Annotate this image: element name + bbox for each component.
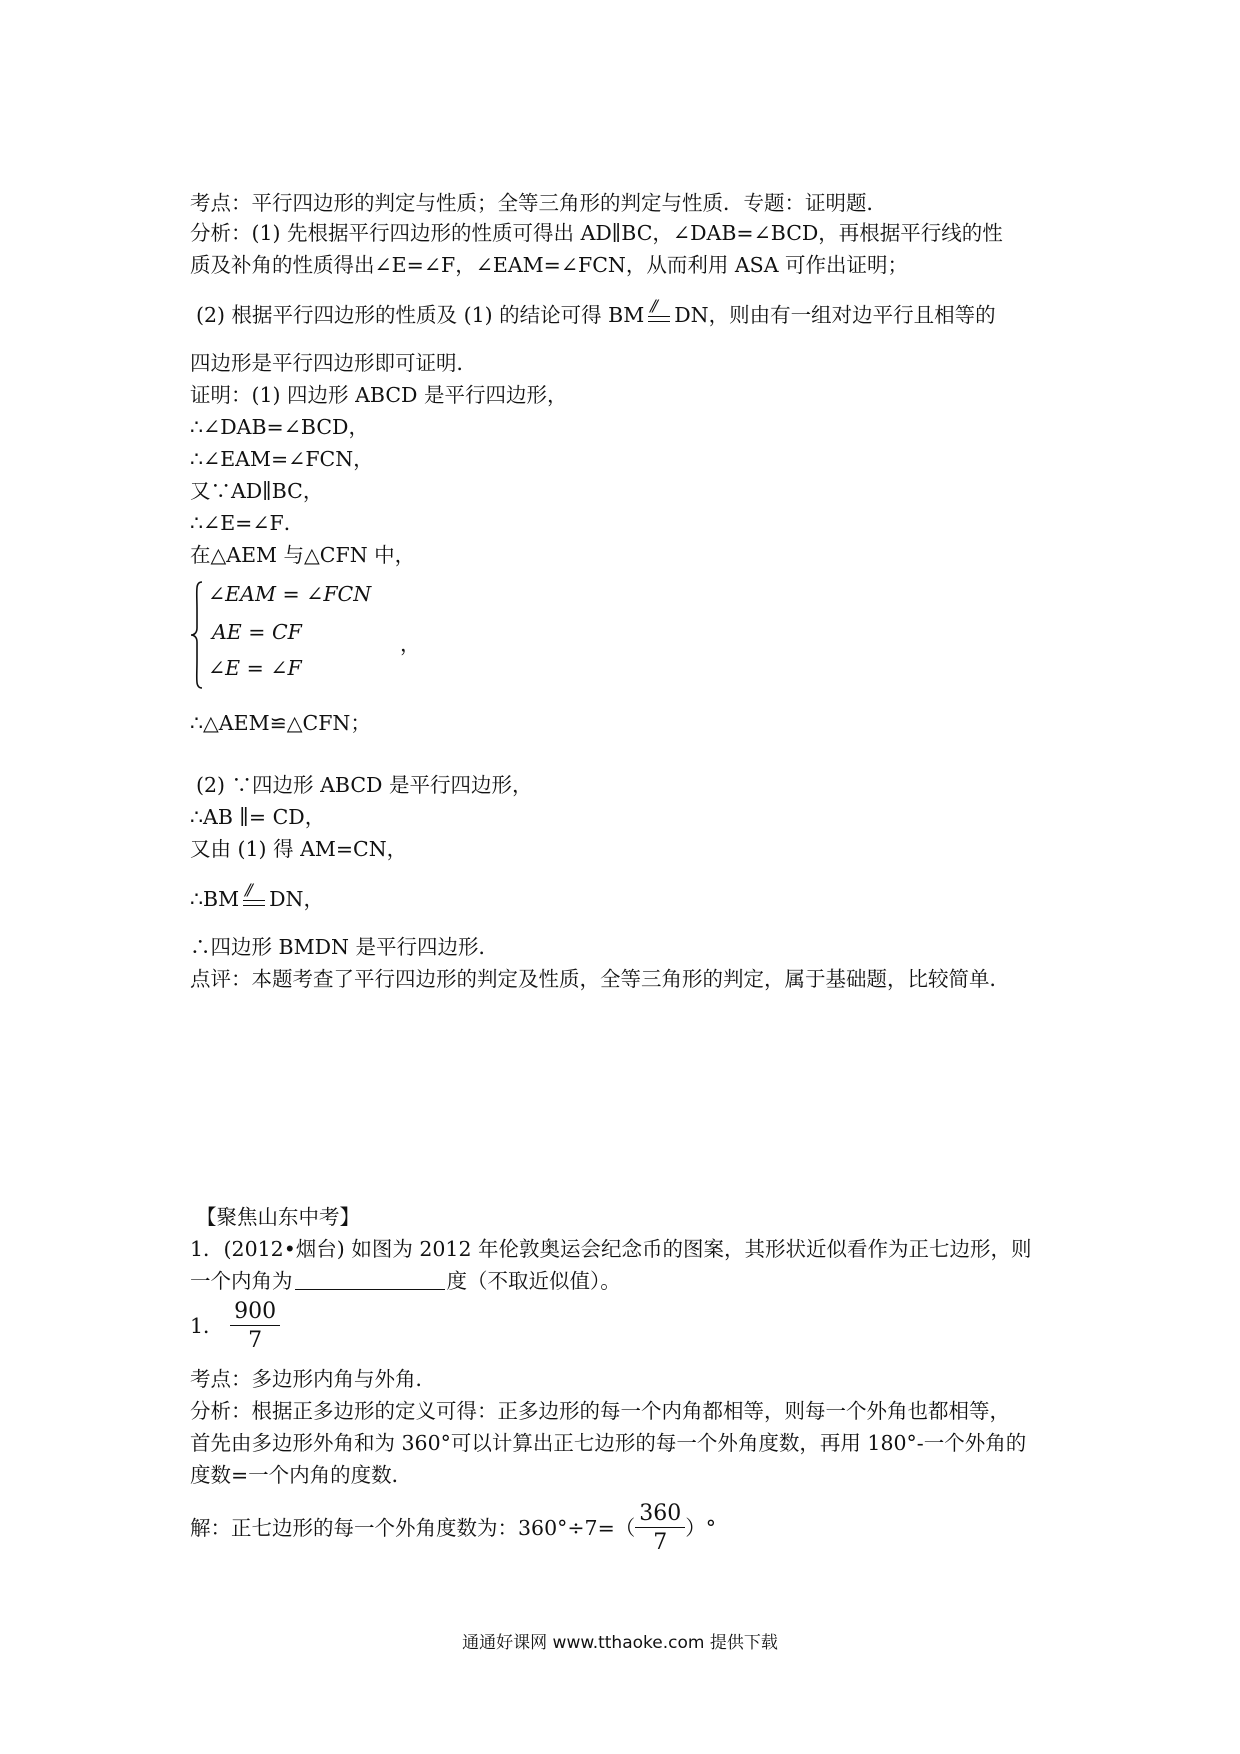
- kaodian2: 考点：多边形内角与外角．: [190, 1367, 436, 1391]
- proof-conclusion: ∴△AEM≌△CFN；: [190, 711, 371, 735]
- section-heading: 【聚焦山东中考】: [196, 1205, 360, 1229]
- analysis-fenxi-line2: 质及补角的性质得出∠E=∠F，∠EAM=∠FCN，从而利用 ASA 可作出证明；: [190, 253, 909, 277]
- analysis-fenxi-line3: (2) 根据平行四边形的性质及 (1) 的结论可得 BM // DN，则由有一组对边平行且相等的: [196, 296, 996, 327]
- proof-line6: 在△AEM 与△CFN 中，: [190, 543, 416, 567]
- fenxi2-line1: 分析：根据正多边形的定义可得：正多边形的每一个内角都相等，则每一个外角也都相等，: [190, 1399, 1010, 1423]
- answer-line: 1． $\frac{900}{7}$: [190, 1296, 280, 1356]
- proof-line5: ∴∠E=∠F．: [190, 511, 305, 535]
- solution-line: 解：正七边形的每一个外角度数为：360°÷7=（ $\frac{360}{7}$ ）°: [190, 1498, 716, 1558]
- analysis-fenxi-line1: 分析：(1) 先根据平行四边形的性质可得出 AD∥BC，∠DAB=∠BCD，再根据平行线的性: [190, 221, 1003, 245]
- parallel-equal-symbol: //: [646, 301, 672, 325]
- proof-line1: 证明：(1) 四边形 ABCD 是平行四边形，: [190, 383, 568, 407]
- proof-line4: 又∵AD∥BC，: [190, 479, 324, 503]
- system-row-1: ∠EAM = ∠FCN: [208, 582, 372, 606]
- system-row-3: ∠E = ∠F: [208, 656, 302, 680]
- proof-line3: ∴∠EAM=∠FCN，: [190, 447, 374, 471]
- answer-fraction: $\frac{900}{7}$: [230, 1299, 280, 1356]
- answer-blank: [295, 1267, 445, 1290]
- solution-fraction: $\frac{360}{7}$: [635, 1501, 685, 1558]
- fenxi2-line2: 首先由多边形外角和为 360°可以计算出正七边形的每一个外角度数，再用 180°-一个外角的: [190, 1431, 1027, 1455]
- part2-line5: ∴四边形 BMDN 是平行四边形．: [190, 935, 499, 959]
- system-row-2: AE = CF: [212, 620, 302, 644]
- question1-line2: 一个内角为 度（不取近似值）。: [190, 1269, 621, 1293]
- analysis-fenxi-line4: 四边形是平行四边形即可证明．: [190, 351, 477, 375]
- part2-line4: ∴BM // DN，: [190, 880, 324, 911]
- question1-line1: 1．(2012•烟台) 如图为 2012 年伦敦奥运会纪念币的图案，其形状近似看作为正七边形，则: [190, 1237, 1032, 1261]
- left-brace: [190, 580, 204, 690]
- part2-line3: 又由 (1) 得 AM=CN，: [190, 837, 408, 861]
- page-footer: 通通好课网 www.tthaoke.com 提供下载: [462, 1633, 778, 1653]
- part2-line2: ∴AB ∥= CD，: [190, 805, 326, 829]
- fenxi2-line3: 度数=一个内角的度数．: [190, 1463, 413, 1487]
- system-comma: ，: [400, 632, 421, 656]
- parallel-equal-symbol: //: [241, 885, 267, 909]
- dianping: 点评：本题考查了平行四边形的判定及性质，全等三角形的判定，属于基础题，比较简单．: [190, 967, 1010, 991]
- part2-line1: (2) ∵四边形 ABCD 是平行四边形，: [196, 773, 533, 797]
- proof-line2: ∴∠DAB=∠BCD，: [190, 415, 369, 439]
- analysis-kaodian: 考点：平行四边形的判定与性质；全等三角形的判定与性质．专题：证明题．: [190, 191, 887, 215]
